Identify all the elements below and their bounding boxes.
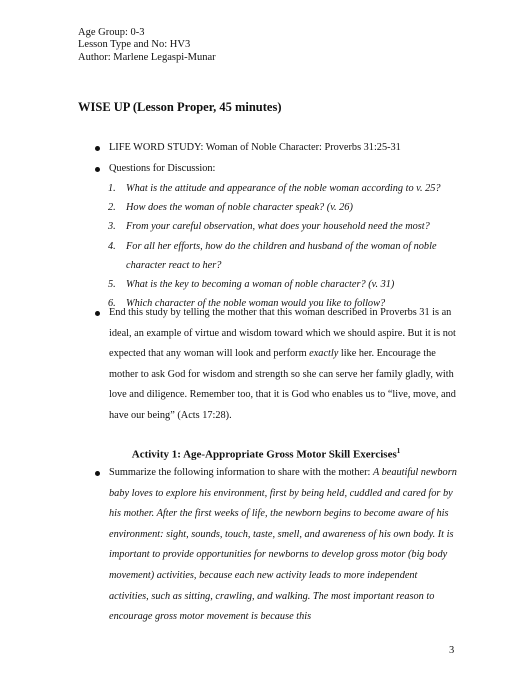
activity-title	[0, 447, 532, 461]
activity-title-text: Activity 1: Age-Appropriate Gross Motor Skill Exercises	[131, 448, 397, 461]
bullet-icon	[95, 471, 100, 476]
page-number: 3	[449, 645, 455, 656]
questions-bullet	[78, 159, 458, 180]
lesson-header	[78, 27, 216, 64]
bullet-icon	[95, 146, 100, 151]
list-number: 3.	[108, 221, 116, 233]
question-text: How does the woman of noble character speak? (v. 26)	[126, 202, 353, 214]
question-text: From your careful observation, what does your household need the most?	[126, 221, 430, 233]
list-item	[108, 275, 478, 294]
list-item	[108, 237, 478, 275]
list-number: 5.	[108, 279, 116, 291]
end-study-text: like her. Encourage the mother to ask God for wisdom and strength so she can serve her family gladly, with love and diligence. Remember too, that it is God who enables us to “live, move, and have our being” (Acts 17:28).	[109, 348, 456, 421]
age-group-line: Age Group: 0-3	[78, 27, 145, 38]
list-item	[108, 198, 478, 217]
life-word-study-text: LIFE WORD STUDY: Woman of Noble Character: Proverbs 31:25-31	[109, 142, 401, 153]
bullet-icon	[95, 167, 100, 172]
bullet-icon	[95, 311, 100, 316]
end-study-bullet	[78, 303, 458, 427]
questions-heading: Questions for Discussion:	[109, 163, 216, 174]
lesson-type-line: Lesson Type and No: HV3	[78, 39, 191, 51]
list-number: 2.	[108, 202, 116, 214]
list-number: 1.	[108, 183, 116, 194]
end-study-text: End this study by telling the mother that this woman described in Proverbs 31 is an ideal, an example of virtue and wisdom toward which we should aspire. But it is not expected that any woman will look and perform	[109, 307, 456, 360]
list-item	[108, 217, 478, 236]
activity-intro: Summarize the following information to share with the mother:	[109, 467, 373, 478]
question-text: What is the attitude and appearance of the noble woman according to v. 25?	[126, 183, 441, 194]
activity-bullet	[78, 463, 458, 628]
question-text: Which character of the noble woman would you like to follow?	[126, 298, 386, 310]
footnote-marker: 1	[396, 447, 401, 455]
question-text: For all her efforts, how do the children and husband of the woman of noble character react to her?	[126, 240, 437, 271]
end-study-paragraph	[109, 303, 458, 427]
life-word-study-bullet	[78, 138, 458, 159]
activity-paragraph	[109, 463, 458, 628]
list-number: 4.	[108, 240, 116, 252]
section-title: WISE UP (Lesson Proper, 45 minutes)	[78, 100, 282, 114]
end-study-emphasis: exactly	[309, 348, 339, 360]
list-item	[108, 179, 478, 198]
activity-body: A beautiful newborn baby loves to explore his environment, first by being held, cuddled and cared for by his mother. After the first weeks of life, the newborn begins to become aware of his environment: sight, sounds, touch, taste, smell, and awareness of his own body. It is important to provide opportunities for newborns to develop gross motor (big body movement) activities, because each new activity leads to more independent activities, such as sitting, crawling, and walking. The most important reason to encourage gross motor movement is because this	[109, 467, 457, 623]
question-text: What is the key to becoming a woman of noble character? (v. 31)	[126, 279, 395, 291]
discussion-questions-list	[108, 179, 478, 313]
author-line: Author: Marlene Legaspi-Munar	[78, 51, 216, 63]
list-number: 6.	[108, 298, 116, 310]
